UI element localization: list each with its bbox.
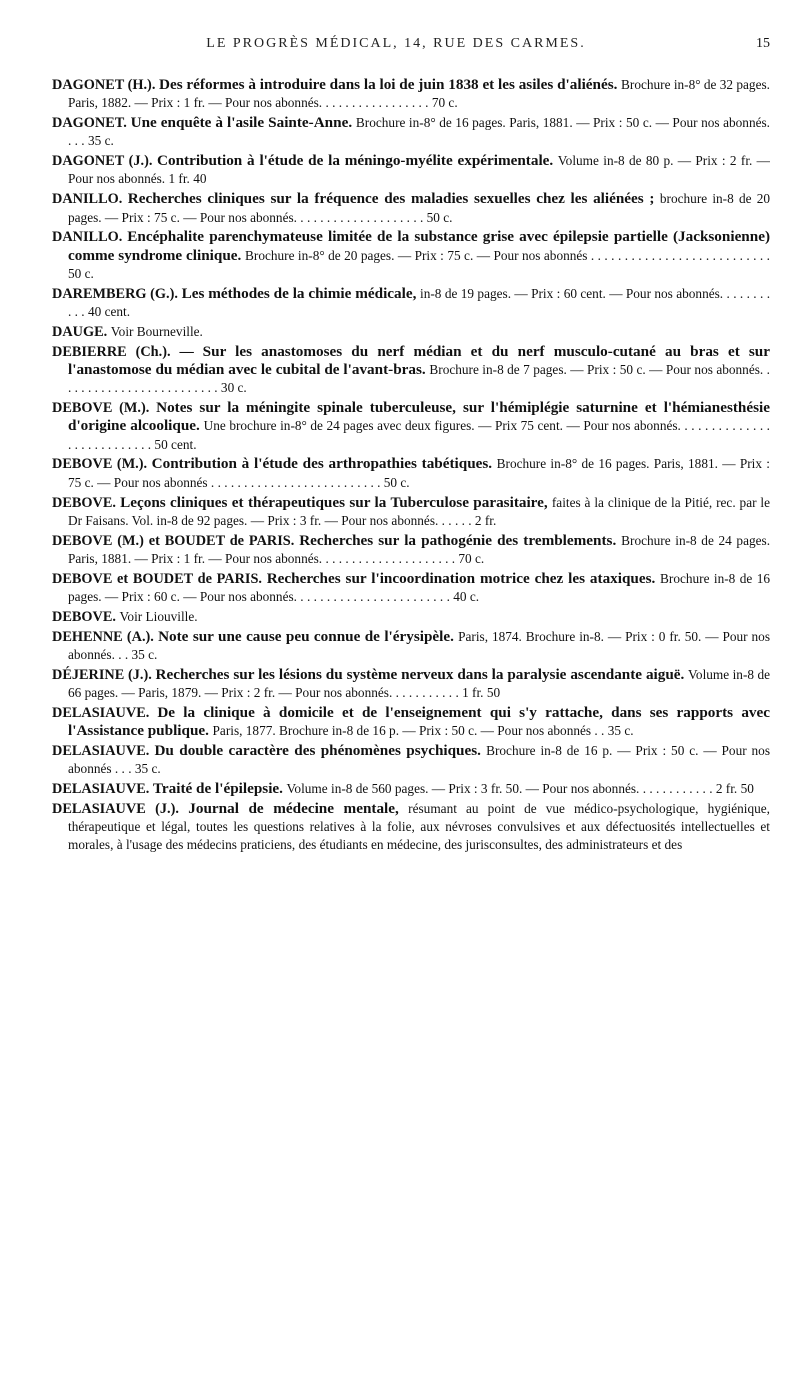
catalogue-entry bbox=[52, 666, 770, 703]
entry-description: Brochure in-8° de 16 pages. Paris, 1881. — Prix : 75 c. — Pour nos abonnés . . . . . . . . . . . . . . . . . . . . . . . . . . 50 c. bbox=[68, 456, 771, 490]
catalogue-entry bbox=[52, 323, 770, 341]
catalogue-entry bbox=[52, 399, 770, 454]
entry-description: Brochure in-8 de 7 pages. — Prix : 50 c. — Pour nos abonnés. . . . . . . . . . . . . . . . . . . . . . . . . 30 c. bbox=[68, 361, 770, 396]
entry-description: Paris, 1874. Brochure in-8. — Prix : 0 fr. 50. — Pour nos abonnés. . . 35 c. bbox=[68, 628, 771, 662]
entry-description: Voir Bourneville. bbox=[110, 323, 203, 339]
entry-author: DELASIAUVE. bbox=[52, 780, 150, 797]
running-title: LE PROGRÈS MÉDICAL, 14, RUE DES CARMES. bbox=[206, 36, 586, 51]
entry-author: DÉJERINE (J.). bbox=[52, 666, 152, 683]
entry-description: Une brochure in-8° de 24 pages avec deux figures. — Prix 75 cent. — Pour nos abonnés. . . . . . . . . . . . . . . . . . . . . . . . . . . 50 cent. bbox=[68, 418, 770, 452]
entry-author: DEBOVE (M.). bbox=[52, 400, 150, 417]
entry-title: Les méthodes de la chimie médicale, bbox=[181, 284, 417, 302]
entry-description: Brochure in-8 de 24 pages. Paris, 1881. — Prix : 1 fr. — Pour nos abonnés. . . . . . . . . . . . . . . . . . . . . 70 c. bbox=[68, 532, 771, 566]
entry-author: DAREMBERG (G.). bbox=[52, 285, 178, 302]
entry-description: faites à la clinique de la Pitié, rec. par le Dr Faisans. Vol. in-8 de 92 pages. — Prix : 3 fr. — Pour nos abonnés. . . . . . 2 fr. bbox=[68, 494, 771, 528]
entry-title: Leçons cliniques et thérapeutiques sur la Tuberculose parasitaire, bbox=[120, 493, 548, 511]
entry-author: DAGONET (H.). bbox=[52, 77, 156, 93]
catalogue-entry bbox=[52, 228, 770, 283]
entry-author: DELASIAUVE. bbox=[52, 704, 150, 721]
entry-title: Une enquête à l'asile Sainte-Anne. bbox=[130, 114, 353, 132]
catalogue-entry bbox=[52, 800, 770, 855]
entry-author: DEBOVE et BOUDET de PARIS. bbox=[52, 570, 263, 587]
page-number: 15 bbox=[756, 36, 770, 51]
catalogue-entry bbox=[52, 742, 770, 779]
entry-author: DAGONET. bbox=[52, 115, 127, 132]
entry-description: Brochure in-8 de 16 pages. — Prix : 60 c. — Pour nos abonnés. . . . . . . . . . . . . . . . . . . . . . . . 40 c. bbox=[68, 570, 771, 605]
catalogue-entry bbox=[52, 608, 770, 626]
catalogue-entry bbox=[52, 343, 770, 398]
catalogue-entry bbox=[52, 532, 770, 569]
entry-title: Contribution à l'étude des arthropathies tabétiques. bbox=[151, 455, 493, 473]
entry-title: Notes sur la méningite spinale tuberculeuse, sur l'hémiplégie saturnine et l'hémianesthésie d'origine alcoolique. bbox=[68, 399, 770, 435]
entry-description: Voir Liouville. bbox=[119, 608, 198, 624]
entry-description: Brochure in-8° de 16 pages. Paris, 1881. — Prix : 50 c. — Pour nos abonnés. . . . 35 c. bbox=[68, 115, 770, 149]
entry-author: DELASIAUVE (J.). bbox=[52, 800, 179, 817]
catalogue-entry bbox=[52, 704, 770, 741]
entry-author: DEBOVE. bbox=[52, 494, 116, 511]
entry-title: Note sur une cause peu connue de l'érysipèle. bbox=[158, 627, 454, 645]
catalogue-entry bbox=[52, 114, 770, 151]
entry-author: DEBOVE. bbox=[52, 608, 116, 625]
entry-description: Volume in-8 de 80 p. — Prix : 2 fr. — Pour nos abonnés. 1 fr. 40 bbox=[68, 153, 770, 187]
entry-author: DELASIAUVE. bbox=[52, 742, 150, 759]
entry-title: Recherches cliniques sur la fréquence des maladies sexuelles chez les aliénées ; bbox=[127, 190, 655, 208]
catalogue-entry bbox=[52, 152, 770, 189]
entry-author: DEBOVE (M.) et BOUDET de PARIS. bbox=[52, 532, 295, 549]
catalogue-entry bbox=[52, 570, 770, 607]
entry-description: brochure in-8 de 20 pages. — Prix : 75 c. — Pour nos abonnés. . . . . . . . . . . . . . . . . . . . 50 c. bbox=[68, 191, 771, 225]
catalogue-entry bbox=[52, 628, 770, 665]
catalogue-entries bbox=[52, 76, 770, 855]
entry-title: Recherches sur les lésions du système nerveux dans la paralysie ascendante aiguë. bbox=[155, 665, 685, 683]
entry-title: Du double caractère des phénomènes psychiques. bbox=[154, 741, 481, 759]
catalogue-entry bbox=[52, 494, 770, 531]
entry-author: DEBIERRE (Ch.). — bbox=[52, 343, 194, 360]
entry-description: Paris, 1877. Brochure in-8 de 16 p. — Prix : 50 c. — Pour nos abonnés . . 35 c. bbox=[212, 723, 634, 739]
entry-author: DANILLO. bbox=[52, 191, 123, 208]
catalogue-entry bbox=[52, 76, 770, 113]
entry-description: Volume in-8 de 66 pages. — Paris, 1879. — Prix : 2 fr. — Pour nos abonnés. . . . . . . . . . . 1 fr. 50 bbox=[68, 666, 771, 700]
entry-description: Brochure in-8° de 32 pages. Paris, 1882. — Prix : 1 fr. — Pour nos abonnés. . . . . . . . . . . . . . . . . 70 c. bbox=[68, 77, 770, 111]
entry-title: Contribution à l'étude de la méningo-myélite expérimentale. bbox=[157, 152, 554, 170]
entry-title: Recherches sur l'incoordination motrice chez les ataxiques. bbox=[266, 569, 656, 587]
entry-description: Volume in-8 de 560 pages. — Prix : 3 fr. 50. — Pour nos abonnés. . . . . . . . . . . . 2 fr. 50 bbox=[286, 780, 754, 796]
entry-title: Recherches sur la pathogénie des tremblements. bbox=[299, 531, 617, 549]
entry-description: in-8 de 19 pages. — Prix : 60 cent. — Pour nos abonnés. . . . . . . . . . . 40 cent. bbox=[68, 285, 771, 320]
entry-author: DAUGE. bbox=[52, 323, 108, 340]
catalogue-entry bbox=[52, 455, 770, 492]
entry-author: DEBOVE (M.). bbox=[52, 456, 148, 473]
running-head bbox=[52, 36, 770, 76]
catalogue-entry bbox=[52, 285, 770, 322]
entry-title: Sur les anastomoses du nerf médian et du nerf musculo-cutané au bras et sur l'anastomose du médian avec le cubital de l'avant-bras. bbox=[68, 342, 770, 378]
entry-title: De la clinique à domicile et de l'enseignement qui s'y rattache, dans ses rapports avec l'Assistance publique. bbox=[68, 703, 770, 740]
entry-description: Brochure in-8 de 16 p. — Prix : 50 c. — Pour nos abonnés . . . 35 c. bbox=[68, 742, 771, 777]
entry-title: Journal de médecine mentale, bbox=[188, 799, 399, 817]
entry-title: Encéphalite parenchymateuse limitée de la substance grise avec épilepsie partielle (Jacksonienne) comme syndrome clinique. bbox=[68, 228, 771, 264]
entry-title: Traité de l'épilepsie. bbox=[152, 779, 283, 797]
entry-description: Brochure in-8° de 20 pages. — Prix : 75 c. — Pour nos abonnés . . . . . . . . . . . . . . . . . . . . . . . . . . . 50 c. bbox=[68, 247, 770, 281]
entry-author: DANILLO. bbox=[52, 229, 123, 246]
entry-author: DEHENNE (A.). bbox=[52, 628, 154, 645]
entry-title: Des réformes à introduire dans la loi de juin 1838 et les asiles d'aliénés. bbox=[158, 76, 618, 93]
entry-author: DAGONET (J.). bbox=[52, 153, 153, 170]
catalogue-entry bbox=[52, 190, 770, 227]
entry-description: résumant au point de vue médico-psychologique, hygiénique, thérapeutique et légal, toutes les questions relatives à la folie, aux névroses convulsives et aux défectuosités intellectuelles et morales, à l'usage des médecins praticiens, des étudiants en médecine, des jurisconsultes, des administrateurs et des bbox=[68, 800, 771, 853]
catalogue-entry bbox=[52, 780, 770, 798]
